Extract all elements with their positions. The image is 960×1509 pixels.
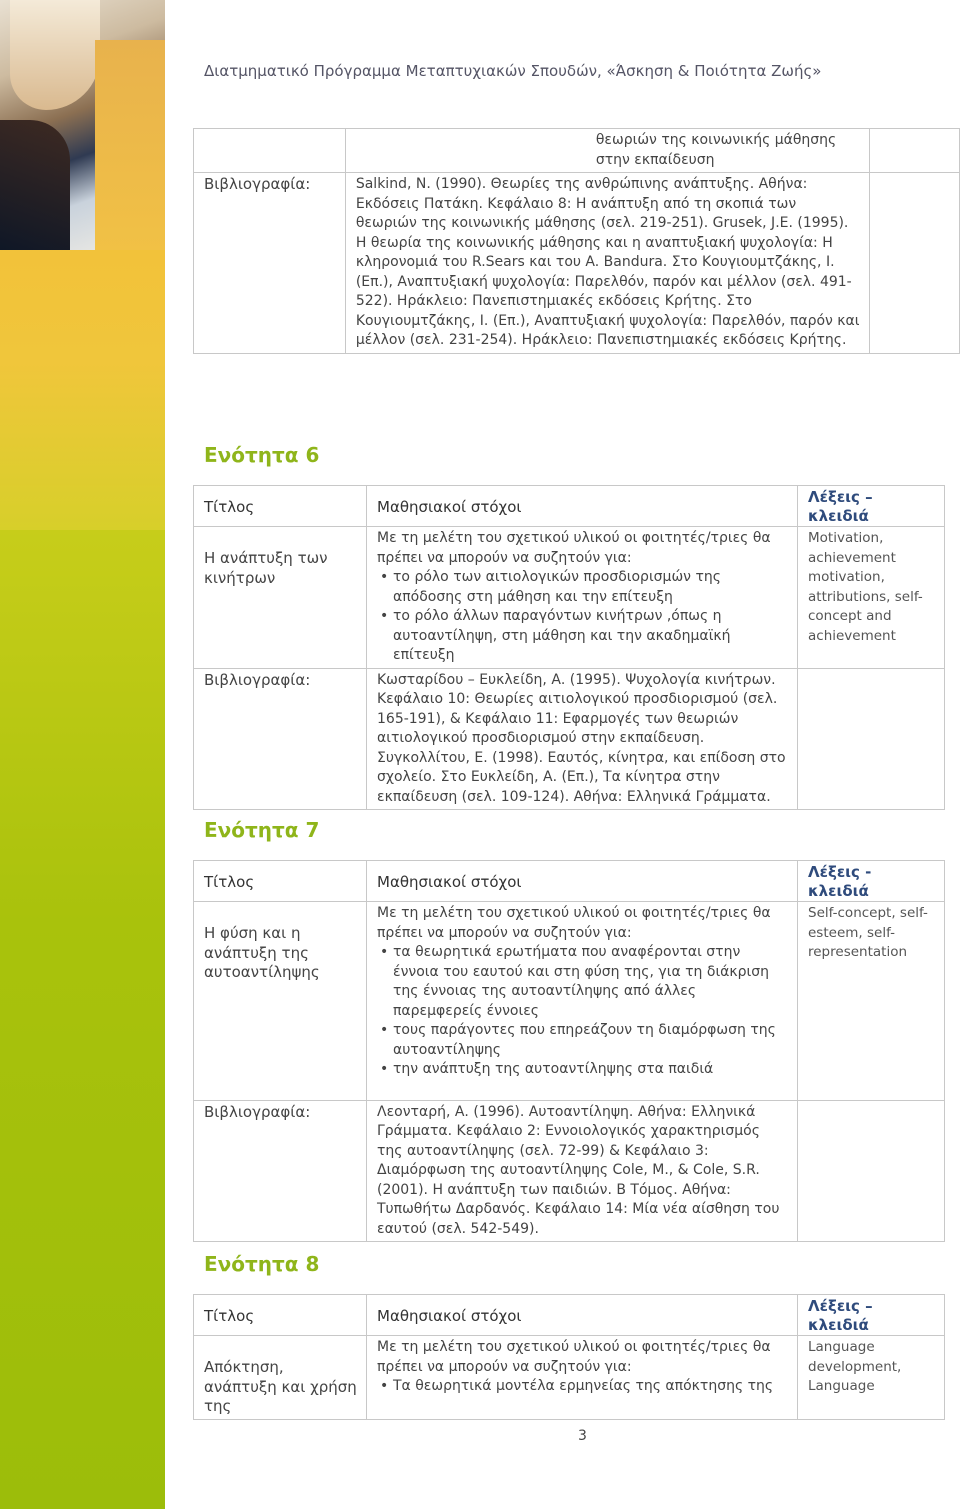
header-title: Τίτλος (194, 861, 367, 902)
learning-goals (367, 1336, 798, 1420)
list-item: • το ρόλο άλλων παραγόντων κινήτρων ,όπως η αυτοαντίληψη, στη μάθηση και την ακαδημαϊκή επίτευξη (393, 607, 789, 666)
empty-cell (798, 668, 945, 810)
list-item: • την ανάπτυξη της αυτοαντίληψης στα παιδιά (393, 1060, 789, 1080)
list-item: • το ρόλο των αιτιολογικών προσδιορισμών της απόδοσης στη μάθηση και την επίτευξη (393, 568, 789, 607)
topic-title: Η φύση και η ανάπτυξη της αυτοαντίληψης (194, 902, 367, 1101)
header-keywords: Λέξεις – κλειδιά (798, 1295, 945, 1336)
empty-cell (194, 129, 346, 173)
continued-goal-text: θεωριών της κοινωνικής μάθησης στην εκπαίδευση (345, 129, 869, 173)
decorative-photo-stripe (0, 0, 165, 250)
list-item: • τους παράγοντες που επηρεάζουν τη διαμόρφωση της αυτοαντίληψης (393, 1021, 789, 1060)
header-goals: Μαθησιακοί στόχοι (367, 861, 798, 902)
decorative-yellow-stripe (0, 250, 165, 530)
photo-hair (0, 120, 70, 250)
section-6-table (193, 485, 945, 810)
header-keywords: Λέξεις – κλειδιά (798, 486, 945, 527)
photo-yellow-shirt (95, 40, 165, 250)
empty-cell (869, 173, 959, 354)
section-title-6: Ενότητα 6 (204, 443, 320, 467)
bibliography-text: Salkind, N. (1990). Θεωρίες της ανθρώπινης ανάπτυξης. Αθήνα: Εκδόσεις Πατάκη. Κεφάλαιο 8: Η ανάπτυξη από τη σκοπιά των θεωριών της κοινωνικής μάθησης (σελ. 219-251). Grusek, J.E. (1995). Η θεωρία της κοινωνικής μάθησης και η αναπτυξιακή ψυχολογία: Η κληρονομιά του R.Sears και του A. Bandura. Στο Κουγιουμτζάκης, Ι. (Επ.), Αναπτυξιακή ψυχολογία: Παρελθόν, παρόν και μέλλον (σελ. 491-522). Ηράκλειο: Πανεπιστημιακές εκδόσεις Κρήτης. Στο Κουγιουμτζάκης, Ι. (Επ.), Αναπτυξιακή ψυχολογία: Παρελθόν, παρόν και μέλλον (σελ. 231-254). Ηράκλειο: Πανεπιστημιακές εκδόσεις Κρήτης. (345, 173, 869, 354)
goals-intro: Με τη μελέτη του σχετικού υλικού οι φοιτητές/τριες θα πρέπει να μπορούν να συζητούν για: (377, 905, 771, 941)
topic-title: Απόκτηση, ανάπτυξη και χρήση της (194, 1336, 367, 1420)
header-keywords: Λέξεις - κλειδιά (798, 861, 945, 902)
goals-intro: Με τη μελέτη του σχετικού υλικού οι φοιτητές/τριες θα πρέπει να μπορούν να συζητούν για: (377, 1339, 771, 1375)
continued-table (193, 128, 960, 354)
header-title: Τίτλος (194, 1295, 367, 1336)
section-title-7: Ενότητα 7 (204, 818, 320, 842)
goals-list (377, 568, 789, 666)
learning-goals (367, 527, 798, 669)
header-title: Τίτλος (194, 486, 367, 527)
bibliography-text: Λεονταρή, Α. (1996). Αυτοαντίληψη. Αθήνα: Ελληνικά Γράμματα. Κεφάλαιο 2: Εννοιολογικός χαρακτηρισμός της αυτοαντίληψης (σελ. 72-99) & Κεφάλαιο 3: Διαμόρφωση της αυτοαντίληψης Cole, M., & Cole, S.R. (2001). Η ανάπτυξη των παιδιών. Β Τόμος. Αθήνα: Τυπωθήτω Δαρδανός. Κεφάλαιο 14: Μία νέα αίσθηση του εαυτού (σελ. 542-549). (367, 1100, 798, 1242)
header-goals: Μαθησιακοί στόχοι (367, 486, 798, 527)
section-8-table (193, 1294, 945, 1420)
keywords-text: Self-concept, self-esteem, self-representation (798, 902, 945, 1101)
list-item: • Τα θεωρητικά μοντέλα ερμηνείας της απόκτησης της (393, 1377, 789, 1397)
header-goals: Μαθησιακοί στόχοι (367, 1295, 798, 1336)
empty-cell (798, 1100, 945, 1242)
page-number: 3 (578, 1428, 587, 1444)
decorative-green-stripe (0, 530, 165, 1509)
goals-list (377, 1377, 789, 1397)
bibliography-text: Κωσταρίδου – Ευκλείδη, Α. (1995). Ψυχολογία κινήτρων. Κεφάλαιο 10: Θεωρίες αιτιολογικού προσδιορισμού (σελ. 165-191), & Κεφάλαιο 11: Εφαρμογές των θεωριών αιτιολογικού προσδιορισμού στην εκπαίδευση. Συγκολλίτου, Ε. (1998). Εαυτός, κίνητρα, και επίδοση στο σχολείο. Στο Ευκλείδη, Α. (Επ.), Τα κίνητρα στην εκπαίδευση (σελ. 109-124). Αθήνα: Ελληνικά Γράμματα. (367, 668, 798, 810)
list-item: • τα θεωρητικά ερωτήματα που αναφέρονται στην έννοια του εαυτού και στη φύση της, για τη διάκριση της έννοιας της αυτοαντίληψης από άλλες παρεμφερείς έννοιες (393, 943, 789, 1021)
keywords-text: Language development, Language (798, 1336, 945, 1420)
topic-title: Η ανάπτυξη των κινήτρων (194, 527, 367, 669)
bibliography-label: Βιβλιογραφία: (194, 173, 346, 354)
keywords-text: Motivation, achievement motivation, attributions, self-concept and achievement (798, 527, 945, 669)
goals-intro: Με τη μελέτη του σχετικού υλικού οι φοιτητές/τριες θα πρέπει να μπορούν να συζητούν για: (377, 530, 771, 566)
section-title-8: Ενότητα 8 (204, 1252, 320, 1276)
page-header: Διατμηματικό Πρόγραμμα Μεταπτυχιακών Σπουδών, «Άσκηση & Ποιότητα Ζωής» (204, 62, 822, 80)
learning-goals (367, 902, 798, 1101)
bibliography-label: Βιβλιογραφία: (194, 668, 367, 810)
photo-face (10, 0, 100, 110)
empty-cell (869, 129, 959, 173)
goals-list (377, 943, 789, 1080)
bibliography-label: Βιβλιογραφία: (194, 1100, 367, 1242)
section-7-table (193, 860, 945, 1242)
